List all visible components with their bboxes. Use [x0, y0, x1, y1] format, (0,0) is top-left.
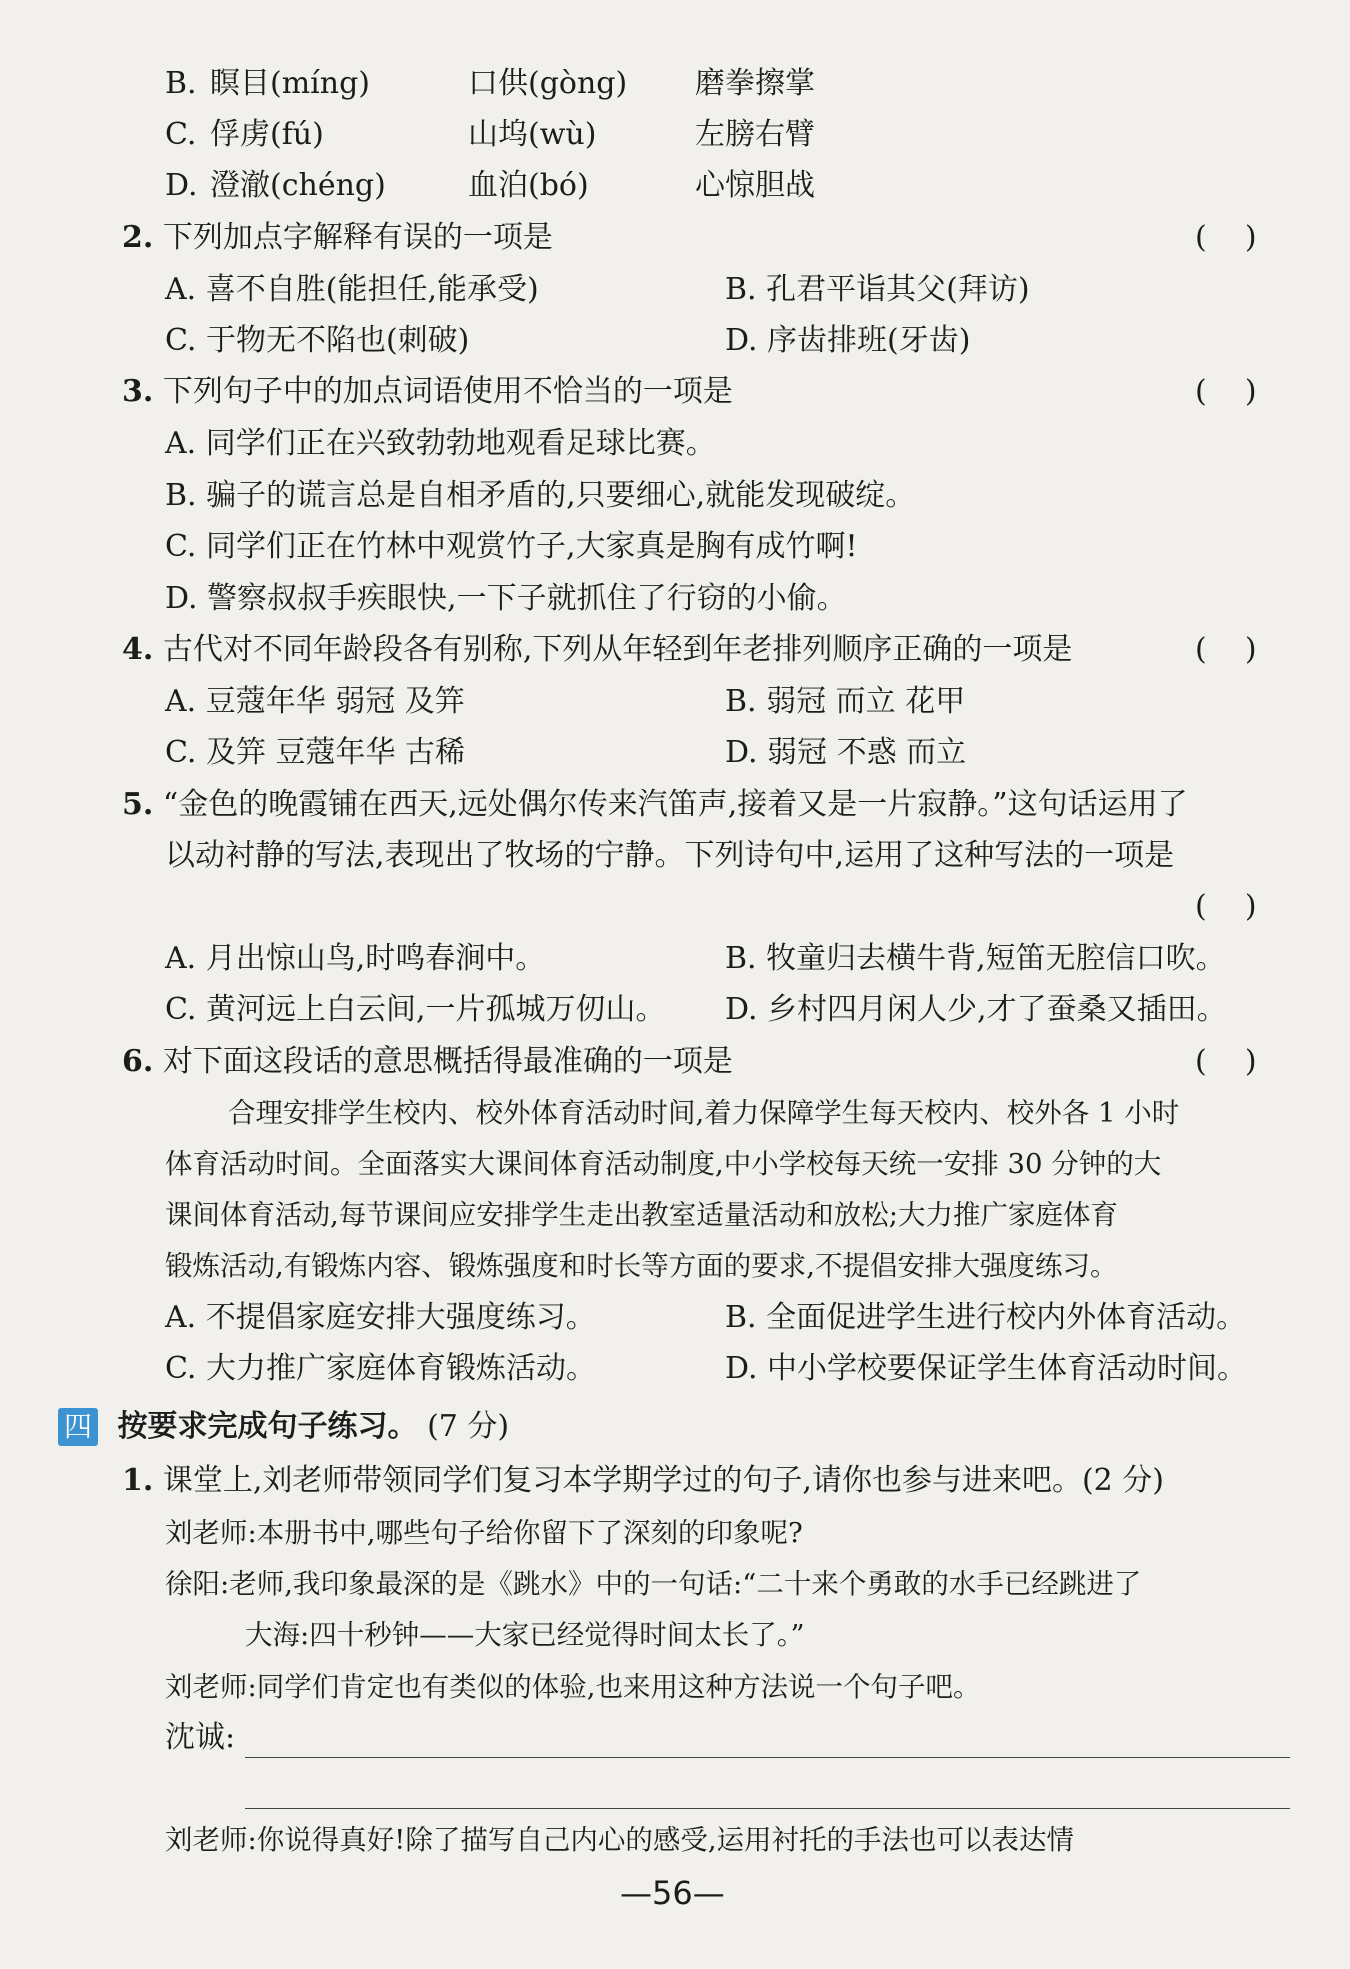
q5-stem-line1 — [122, 785, 1188, 825]
q1-d-word3: 心惊胆战 — [695, 168, 815, 203]
section-number-badge: 四 — [58, 1408, 98, 1446]
q2-option-b: B. 孔君平诣其父(拜访) — [725, 272, 1030, 307]
q1-c-word3: 左膀右臂 — [695, 117, 815, 152]
q5-stem-line2: 以动衬静的写法,表现出了牧场的宁静。下列诗句中,运用了这种写法的一项是 — [165, 838, 1175, 873]
q3-stem — [122, 372, 733, 412]
q1-b-word1: 瞑目(míng) — [210, 66, 370, 101]
option-letter: B. — [165, 66, 197, 101]
page-number: —56— — [620, 1874, 725, 1912]
q6-option-c: C. 大力推广家庭体育锻炼活动。 — [165, 1351, 596, 1386]
option-letter: D. — [165, 168, 198, 203]
s4q1-stem — [122, 1461, 1164, 1501]
dialogue-line-xuyang: 徐阳:老师,我印象最深的是《跳水》中的一句话:“二十来个勇敢的水手已经跳进了 — [165, 1568, 1142, 1600]
q1-option-d — [165, 166, 815, 206]
q6-option-d: D. 中小学校要保证学生体育活动时间。 — [725, 1351, 1248, 1386]
q5-option-a: A. 月出惊山鸟,时鸣春涧中。 — [165, 941, 546, 976]
q6-option-a: A. 不提倡家庭安排大强度练习。 — [165, 1300, 596, 1335]
question-number: 5. — [122, 787, 154, 822]
question-text: “金色的晚霞铺在西天,远处偶尔传来汽笛声,接着又是一片寂静。”这句话运用了 — [162, 787, 1188, 822]
q6-passage-line1: 合理安排学生校内、校外体育活动时间,着力保障学生每天校内、校外各 1 小时 — [228, 1097, 1180, 1129]
q4-option-b: B. 弱冠 而立 花甲 — [725, 684, 966, 719]
q6-passage-line3: 课间体育活动,每节课间应安排学生走出教室适量活动和放松;大力推广家庭体育 — [165, 1199, 1119, 1231]
q2-option-a: A. 喜不自胜(能担任,能承受) — [165, 272, 539, 307]
q5-answer-paren[interactable]: ( ) — [1195, 889, 1257, 924]
q4-option-c: C. 及笄 豆蔻年华 古稀 — [165, 735, 466, 770]
q2-answer-paren[interactable]: ( ) — [1195, 220, 1257, 255]
dialogue-line-teacher-1: 刘老师:本册书中,哪些句子给你留下了深刻的印象呢? — [165, 1517, 803, 1549]
question-text: 古代对不同年龄段各有别称,下列从年轻到年老排列顺序正确的一项是 — [162, 632, 1073, 667]
section-4-header — [58, 1406, 509, 1447]
question-number: 2. — [122, 220, 154, 255]
q4-answer-paren[interactable]: ( ) — [1195, 632, 1257, 667]
q3-option-a: A. 同学们正在兴致勃勃地观看足球比赛。 — [165, 426, 716, 461]
q2-option-c: C. 于物无不陷也(刺破) — [165, 323, 470, 358]
q6-option-b: B. 全面促进学生进行校内外体育活动。 — [725, 1300, 1247, 1335]
q4-option-a: A. 豆蔻年华 弱冠 及笄 — [165, 684, 465, 719]
dialogue-quote-continuation: 大海:四十秒钟——大家已经觉得时间太长了。” — [245, 1619, 805, 1651]
q2-stem — [122, 218, 553, 258]
q4-stem — [122, 630, 1072, 670]
q3-option-c: C. 同学们正在竹林中观赏竹子,大家真是胸有成竹啊! — [165, 529, 858, 564]
q1-option-c — [165, 115, 815, 155]
q5-option-b: B. 牧童归去横牛背,短笛无腔信口吹。 — [725, 941, 1226, 976]
question-number: 3. — [122, 374, 154, 409]
q5-option-d: D. 乡村四月闲人少,才了蚕桑又插田。 — [725, 992, 1227, 1027]
q3-answer-paren[interactable]: ( ) — [1195, 374, 1257, 409]
answer-line-1[interactable] — [245, 1757, 1290, 1758]
question-text: 下列句子中的加点词语使用不恰当的一项是 — [162, 374, 733, 409]
section-title: 按要求完成句子练习。 — [117, 1409, 418, 1444]
q3-option-b: B. 骗子的谎言总是自相矛盾的,只要细心,就能发现破绽。 — [165, 478, 916, 513]
q2-option-d: D. 序齿排班(牙齿) — [725, 323, 971, 358]
q1-d-word1: 澄澈(chéng) — [210, 168, 386, 203]
q3-option-d: D. 警察叔叔手疾眼快,一下子就抓住了行窃的小偷。 — [165, 581, 847, 616]
q4-option-d: D. 弱冠 不惑 而立 — [725, 735, 967, 770]
q6-answer-paren[interactable]: ( ) — [1195, 1044, 1257, 1079]
q1-option-b — [165, 64, 815, 104]
q1-c-word2: 山坞(wù) — [468, 117, 597, 152]
answer-line-2[interactable] — [245, 1808, 1290, 1809]
q6-passage-line2: 体育活动时间。全面落实大课间体育活动制度,中小学校每天统一安排 30 分钟的大 — [165, 1148, 1162, 1180]
q5-option-c: C. 黄河远上白云间,一片孤城万仞山。 — [165, 992, 666, 1027]
question-text: 下列加点字解释有误的一项是 — [162, 220, 553, 255]
question-number: 6. — [122, 1044, 154, 1079]
question-text: 对下面这段话的意思概括得最准确的一项是 — [162, 1044, 733, 1079]
q6-passage-line4: 锻炼活动,有锻炼内容、锻炼强度和时长等方面的要求,不提倡安排大强度练习。 — [165, 1250, 1118, 1282]
question-number: 4. — [122, 632, 154, 667]
dialogue-line-teacher-2: 刘老师:同学们肯定也有类似的体验,也来用这种方法说一个句子吧。 — [165, 1671, 981, 1703]
option-letter: C. — [165, 117, 197, 152]
q1-c-word1: 俘虏(fú) — [210, 117, 324, 152]
dialogue-label-shencheng: 沈诚: — [165, 1720, 236, 1755]
q1-b-word2: 口供(gòng) — [468, 66, 628, 101]
q1-b-word3: 磨拳擦掌 — [695, 66, 815, 101]
q1-d-word2: 血泊(bó) — [468, 168, 589, 203]
q6-stem — [122, 1042, 733, 1082]
dialogue-line-teacher-3: 刘老师:你说得真好!除了描写自己内心的感受,运用衬托的手法也可以表达情 — [165, 1824, 1075, 1856]
question-text: 课堂上,刘老师带领同学们复习本学期学过的句子,请你也参与进来吧。(2 分) — [162, 1463, 1164, 1498]
question-number: 1. — [122, 1463, 154, 1498]
section-score: (7 分) — [427, 1409, 510, 1444]
